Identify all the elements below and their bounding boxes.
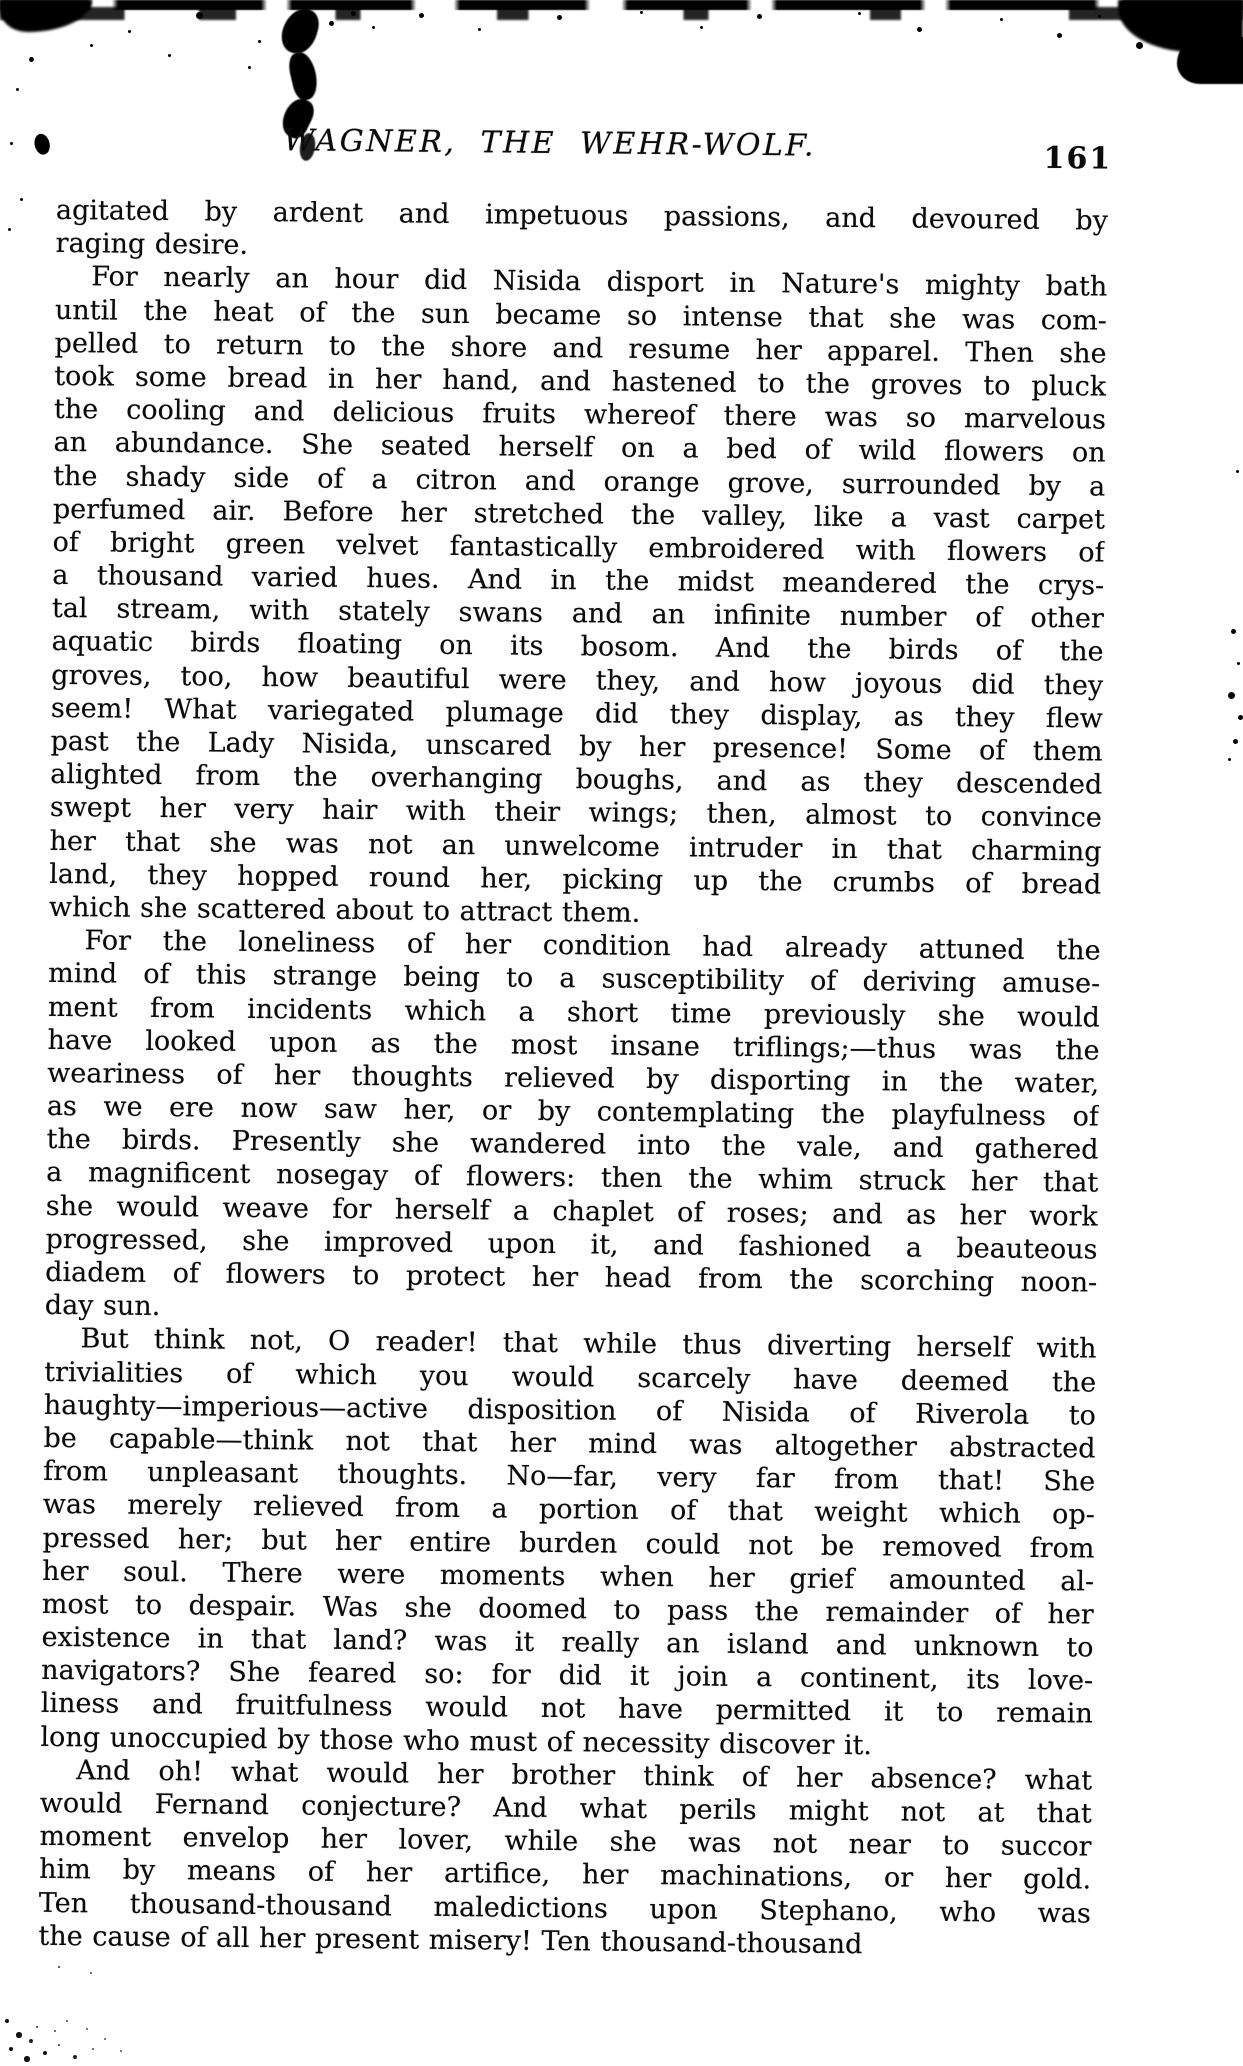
paragraph <box>40 1322 1096 1764</box>
text-line: mind of this strange being to a susceptibility of deriving amuse- <box>48 958 1101 1000</box>
text-line: And oh! what would her brother think of her absence? what <box>76 1754 1093 1797</box>
text-line: pelled to return to the shore and resume her apparel. Then she <box>54 327 1107 370</box>
text-line: trivialities of which you would scarcely have deemed the <box>44 1356 1097 1399</box>
text-line: liness and fruitfulness would not have permitted it to remain <box>40 1688 1093 1730</box>
text-line: alighted from the overhanging boughs, and as they descended <box>50 759 1103 801</box>
page-number: 161 <box>1043 140 1113 177</box>
text-line: until the heat of the sun became so intense that she was com- <box>54 294 1108 337</box>
text-line: pressed her; but her entire burden could not be removed from <box>42 1522 1095 1564</box>
text-line: progressed, she improved upon it, and fashioned a beauteous <box>45 1223 1098 1266</box>
paragraph <box>55 194 1108 271</box>
text-line: For the loneliness of her condition had already attuned the <box>84 925 1101 967</box>
text-line: seem! What variegated plumage did they display, as they flew <box>50 692 1104 735</box>
text-line: the shady side of a citron and orange grove, surrounded by a <box>53 460 1106 503</box>
paragraph <box>49 260 1108 934</box>
text-line: existence in that land? was it really an island and unknown to <box>41 1621 1094 1664</box>
text-line: which she scattered about to attract them. <box>48 891 641 929</box>
text-line: the cooling and delicious fruits whereof there was so marvelous <box>53 394 1107 436</box>
text-line: took some bread in her hand, and hastened to the groves to pluck <box>54 360 1107 403</box>
text-line: moment envelop her lover, while she was not near to succor <box>39 1821 1092 1863</box>
paragraph <box>38 1754 1092 1964</box>
text-line: agitated by ardent and impetuous passions, and devoured by <box>55 194 1109 237</box>
text-line: day sun. <box>44 1290 161 1323</box>
text-line: diadem of flowers to protect her head from the scorching noon- <box>45 1256 1098 1299</box>
running-title: WAGNER, THE WEHR-WOLF. <box>283 123 817 164</box>
text-line: tal stream, with stately swans and an infinite number of other <box>51 593 1105 635</box>
text-line: would Fernand conjecture? And what perils might not at that <box>39 1787 1092 1830</box>
text-line: most to despair. Was she doomed to pass the remainder of her <box>41 1588 1094 1631</box>
text-line: a magnificent nosegay of flowers: then the whim struck her that <box>46 1157 1099 1199</box>
text-line: as we ere now saw her, or by contemplating the playfulness of <box>46 1090 1100 1133</box>
page-body <box>38 194 1108 1963</box>
text-line: an abundance. She seated herself on a bed of wild flowers on <box>53 427 1106 469</box>
text-line: him by means of her artifice, her machinations, or her gold. <box>39 1854 1092 1896</box>
text-line: her that she was not an unwelcome intruder in that charming <box>49 825 1102 868</box>
printers-dot <box>32 132 51 156</box>
text-line: haughty—imperious—active disposition of Nisida of Riverola to <box>43 1389 1096 1432</box>
text-line: of bright green velvet fantastically embroidered with flowers of <box>52 526 1105 569</box>
text-line: aquatic birds floating on its bosom. And the birds of the <box>51 626 1104 668</box>
text-line: the birds. Presently she wandered into the vale, and gathered <box>46 1124 1099 1166</box>
text-line: was merely relieved from a portion of that weight which op- <box>42 1489 1095 1531</box>
text-line: be capable—think not that her mind was altogether abstracted <box>43 1422 1096 1465</box>
text-line: navigators? She feared so: for did it join a continent, its love- <box>41 1655 1094 1697</box>
text-line: ment from incidents which a short time previously she would <box>47 991 1101 1034</box>
text-line: her soul. There were moments when her grief amounted al- <box>42 1555 1095 1598</box>
text-line: weariness of her thoughts relieved by disporting in the water, <box>47 1057 1100 1100</box>
page-header <box>0 0 1243 197</box>
text-line: she would weave for herself a chaplet of roses; and as her work <box>45 1190 1098 1233</box>
text-line: swept her very hair with their wings; then, almost to convince <box>49 792 1103 834</box>
text-line: But think not, O reader! that while thus diverting herself with <box>80 1323 1097 1365</box>
text-line: have looked upon as the most insane triflings;—thus was the <box>47 1024 1100 1067</box>
text-line: land, they hopped round her, picking up the crumbs of bread <box>49 858 1102 901</box>
paragraph <box>45 924 1101 1333</box>
text-line: For nearly an hour did Nisida disport in Nature's mighty bath <box>91 261 1108 303</box>
text-line: a thousand varied hues. And in the midst meandered the crys- <box>52 559 1105 602</box>
text-line: from unpleasant thoughts. No—far, very far from that! She <box>43 1455 1096 1498</box>
text-line: raging desire. <box>55 228 249 262</box>
text-line: past the Lady Nisida, unscared by her presence! Some of them <box>50 725 1103 768</box>
text-line: perfumed air. Before her stretched the valley, like a vast carpet <box>52 493 1106 536</box>
text-line: long unoccupied by those who must of necessity discover it. <box>40 1721 873 1761</box>
text-line: Ten thousand-thousand maledictions upon Stephano, who was <box>38 1887 1091 1930</box>
text-line: the cause of all her present misery! Ten thousand-thousand <box>38 1920 863 1960</box>
text-line: groves, too, how beautiful were they, and how joyous did they <box>51 659 1104 702</box>
